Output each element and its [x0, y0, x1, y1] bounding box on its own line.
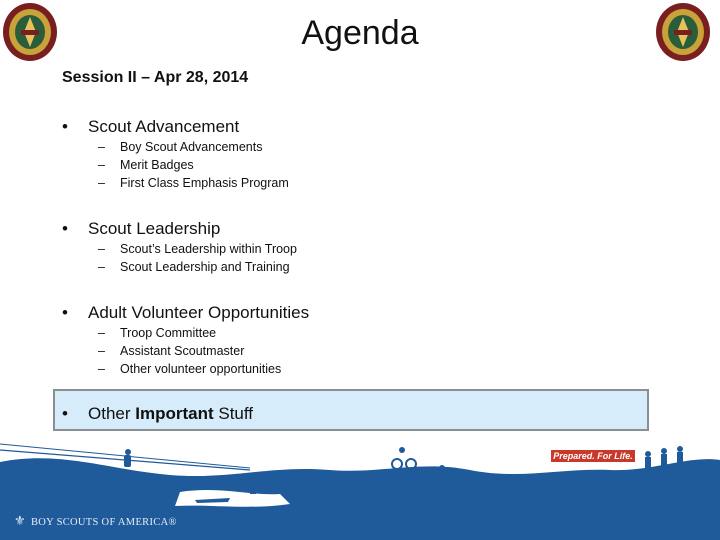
climber-figure	[124, 449, 131, 467]
bullet-symbol: •	[62, 303, 68, 322]
page-title: Agenda	[301, 14, 419, 52]
bullet-symbol: •	[62, 404, 68, 423]
fleur-de-lis-icon: ⚜	[14, 513, 26, 528]
agenda-item-label: Scout Leadership	[88, 219, 221, 238]
agenda-item-leadership	[62, 219, 220, 239]
tagline-badge: Prepared. For Life.	[551, 450, 635, 462]
agenda-subitems	[98, 240, 297, 276]
list-item: – Scout’s Leadership within Troop	[98, 242, 297, 256]
agenda-item-label: Scout Advancement	[88, 117, 240, 136]
list-item: – Merit Badges	[98, 158, 194, 172]
agenda-item-label: Adult Volunteer Opportunities	[88, 303, 310, 322]
emphasis-text: Important	[135, 404, 214, 423]
list-item: – Scout Leadership and Training	[98, 260, 290, 274]
bullet-symbol: •	[62, 117, 68, 136]
bsa-logo	[14, 513, 177, 529]
org-name: BOY SCOUTS OF AMERICA®	[30, 517, 177, 528]
agenda-subitems	[98, 324, 281, 378]
list-item: – Troop Committee	[98, 326, 217, 340]
bullet-symbol: •	[62, 219, 68, 238]
agenda-item-advancement	[62, 117, 239, 137]
list-item: – Boy Scout Advancements	[98, 140, 263, 154]
agenda-item-other: • Other Important Stuff	[62, 404, 254, 423]
list-item: – First Class Emphasis Program	[98, 176, 289, 190]
list-item: – Assistant Scoutmaster	[98, 344, 245, 358]
agenda-item-volunteer	[62, 303, 309, 323]
agenda-subitems	[98, 138, 289, 192]
list-item: – Other volunteer opportunities	[98, 362, 282, 376]
session-subtitle: Session II – Apr 28, 2014	[62, 69, 249, 86]
